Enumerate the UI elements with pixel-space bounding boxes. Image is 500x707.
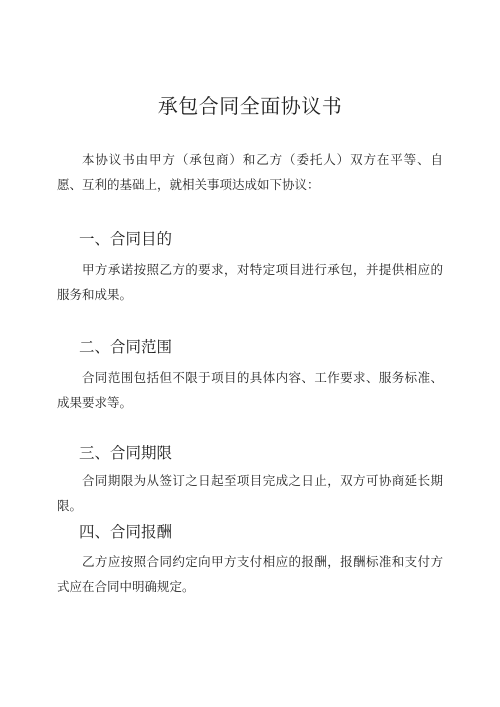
section-body-scope: 合同范围包括但不限于项目的具体内容、工作要求、服务标准、成果要求等。 <box>57 370 443 410</box>
intro-paragraph: 本协议书由甲方（承包商）和乙方（委托人）双方在平等、自愿、互利的基础上，就相关事项达成如下协议： <box>57 152 443 192</box>
section-body-payment: 乙方应按照合同约定向甲方支付相应的报酬，报酬标准和支付方式应在合同中明确规定。 <box>57 554 443 594</box>
section-body-purpose: 甲方承诺按照乙方的要求，对特定项目进行承包，并提供相应的服务和成果。 <box>57 262 443 302</box>
section-heading-term: 三、合同期限 <box>79 444 173 462</box>
section-heading-purpose: 一、合同目的 <box>79 230 173 248</box>
section-heading-scope: 二、合同范围 <box>79 338 173 356</box>
document-title: 承包合同全面协议书 <box>157 94 343 118</box>
section-body-term: 合同期限为从签订之日起至项目完成之日止，双方可协商延长期限。 <box>57 473 443 513</box>
section-heading-payment: 四、合同报酬 <box>79 523 173 541</box>
